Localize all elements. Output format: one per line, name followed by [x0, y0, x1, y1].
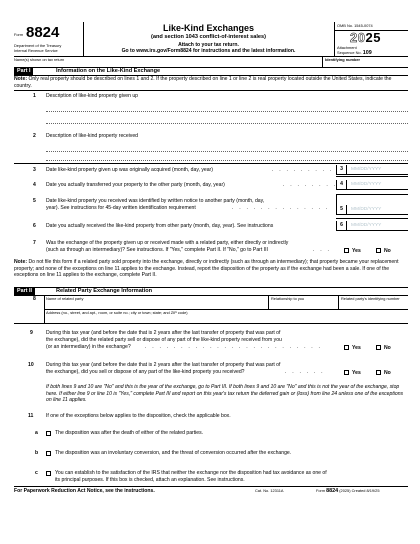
part1-note-bold: Note: — [14, 76, 28, 82]
note-rule — [14, 90, 408, 91]
line6-rule — [336, 230, 408, 231]
footer-form-number: 8824 — [326, 487, 339, 494]
part2-title: Related Party Exchange Information — [56, 288, 153, 294]
department-line2: Internal Revenue Service — [14, 47, 58, 53]
line11a-checkbox[interactable] — [46, 431, 51, 436]
line3-label: Date like-kind property given up was originally acquired (month, day, year) — [46, 167, 213, 173]
identifying-number-label: Identifying number — [325, 56, 361, 62]
line4-rule — [336, 189, 408, 190]
line11c-label-2: its principal purposes. If this box is checked, attach an explanation. See instructions. — [55, 477, 245, 483]
attachment-label: Attachment — [337, 45, 357, 50]
line10-yes-checkbox[interactable] — [344, 370, 349, 375]
line11-label: If one of the exceptions below applies to the disposition, check the applicable box. — [46, 413, 231, 419]
address-label: Address (no., street, and apt., room, or suite no.; city or town; state; and ZIP code) — [46, 310, 188, 315]
line4-number: 4 — [33, 182, 36, 188]
line9-yes-label: Yes — [352, 344, 361, 351]
line1-number: 1 — [33, 93, 36, 99]
line4-top-rule — [336, 176, 408, 177]
line5-date-input[interactable]: MM/DD/YYYY — [346, 205, 398, 214]
line3-box-number: 3 — [336, 165, 346, 174]
line3-number: 3 — [33, 167, 36, 173]
line5-number: 5 — [33, 198, 36, 204]
address-field[interactable] — [46, 316, 406, 322]
line6-label: Date you actually received the like-kind property from other party (month, day, year). See instructions — [46, 223, 274, 229]
line2-label: Description of like-kind property received — [46, 133, 139, 139]
part2-label: Part II — [14, 288, 35, 295]
line10-no-checkbox[interactable] — [376, 370, 381, 375]
line3-date-input[interactable]: MM/DD/YYYY — [346, 165, 398, 174]
part1-title: Information on the Like-Kind Exchange — [56, 68, 161, 74]
line10-label-1: During this tax year (and before the date that is 2 years after the last transfer of property that was part of — [46, 362, 281, 368]
part1-note2-bold: Note: — [14, 259, 28, 265]
line4-box-number: 4 — [336, 180, 346, 189]
line7-label-2: (such as through an intermediary)? See instructions. If "Yes," complete Part II. If "No," go to Part III — [46, 247, 268, 253]
tax-year: 2025 — [350, 30, 381, 45]
idnum-divider — [338, 295, 339, 309]
line5-shade-border — [336, 194, 337, 205]
part1-note — [14, 76, 408, 89]
omb-number: OMB No. 1545-0074 — [337, 23, 373, 28]
line7-yes-label: Yes — [352, 247, 361, 254]
goto-instruction: Go to www.irs.gov/Form8824 for instructions and the latest information. — [121, 48, 296, 54]
line7-number: 7 — [33, 240, 36, 246]
related-idnum-field[interactable] — [340, 302, 408, 308]
line10-yes-label: Yes — [352, 369, 361, 376]
line3-rule — [336, 174, 408, 175]
line5-leader: . . . . . . . . . . . . . . — [232, 205, 330, 211]
line8-number: 8 — [33, 296, 36, 302]
line6-date-input[interactable]: MM/DD/YYYY — [346, 221, 398, 230]
relationship-divider — [268, 295, 269, 309]
sequence-number: 109 — [362, 49, 372, 56]
names-label: Name(s) shown on tax return — [14, 56, 65, 62]
line11c-checkbox[interactable] — [46, 471, 51, 476]
form-label: Form — [14, 32, 24, 37]
part1-note2-text: Do not file this form if a related party sold property into the exchange, directly or indirectly (such as through an intermediary); that property became your replacement property; and none of the exceptions on line 11 applies to the exchange. Instead, report the disposition of the property as if the exchange had been a sale. If one of the exceptions on line 11 applies to the exchange, complete Part II. — [14, 259, 399, 279]
line5-label-1: Date like-kind property you received was identified by written notice to another party (month, day, — [46, 198, 265, 204]
footer-form-tail: (2025) Created 8/19/25 — [339, 487, 380, 493]
id-divider — [322, 56, 323, 67]
line9-number: 9 — [30, 330, 33, 336]
line7-leader: . . . — [313, 247, 332, 253]
line7-label-1: Was the exchange of the property given up or received made with a related party, either directly or indirectly — [46, 240, 289, 246]
form-title: Like-Kind Exchanges — [162, 23, 255, 33]
line11b-checkbox[interactable] — [46, 451, 51, 456]
related-idnum-label: Related party's identifying number — [341, 296, 400, 301]
line11c-letter: c — [35, 470, 38, 476]
attach-instruction: Attach to your tax return. — [178, 41, 239, 48]
line10-label-2: the exchange), did you sell or dispose of any part of the like-kind property you received? — [46, 369, 245, 375]
line8-bottom-rule — [14, 323, 408, 324]
relationship-label: Relationship to you — [271, 296, 305, 301]
line1-field[interactable] — [46, 111, 408, 112]
line9-yes-checkbox[interactable] — [344, 345, 349, 350]
relationship-field[interactable] — [270, 302, 336, 308]
line9-label-1: During this tax year (and before the date that is 2 years after the last transfer of property that was part of — [46, 330, 281, 336]
line5-rule — [336, 214, 408, 215]
department-line1: Department of the Treasury — [14, 43, 62, 48]
footer-form-label: Form — [316, 487, 326, 493]
line5-top-rule — [336, 194, 408, 195]
form-subtitle: (and section 1043 conflict-of-interest sales) — [150, 34, 266, 40]
line2-field[interactable] — [46, 151, 408, 152]
line6-box-number: 6 — [336, 221, 346, 230]
line4-label: Date you actually transferred your property to the other party (month, day, year) — [46, 182, 225, 188]
line7-no-checkbox[interactable] — [376, 248, 381, 253]
line9-leader: . . . . . . . . . . . . . . . . . . . . . . . . . — [145, 344, 323, 350]
catalog-number: Cat. No. 12311A — [255, 487, 284, 493]
part2-instructions: If both lines 9 and 10 are "No" and this is the year of the exchange, go to Part III. If both lines 9 and 10 are "No" and this is not the year of the exchange, stop here. If either line 9 or line 10 is "Yes," complete Part III and report on this year's tax return the deferred gain or (loss) from line 24 unless one of the exceptions on line 11 applies. — [46, 384, 404, 404]
line4-date-input[interactable]: MM/DD/YYYY — [346, 180, 398, 189]
sequence-line — [337, 51, 372, 56]
related-name-field[interactable] — [46, 302, 266, 308]
line11a-label: The disposition was after the death of either of the related parties. — [55, 430, 204, 436]
line4-leader: . . . . . . . . — [283, 182, 338, 188]
line9-label-2: the exchange), did the related party sell or dispose of any part of the like-kind property received from you — [46, 337, 282, 343]
line5-label-2: year). See instructions for 45-day written identification requirement — [46, 205, 196, 211]
line7-yes-checkbox[interactable] — [344, 248, 349, 253]
line6-top-rule — [336, 218, 408, 219]
sequence-label: Sequence No. — [337, 49, 362, 55]
part1-label: Part I — [14, 68, 33, 75]
related-name-label: Name of related party — [46, 296, 84, 301]
line2-bottom-rule — [14, 163, 408, 164]
line9-no-checkbox[interactable] — [376, 345, 381, 350]
footer-form-id — [316, 489, 380, 494]
line10-no-label: No — [384, 369, 391, 376]
line11b-letter: b — [35, 450, 39, 456]
line1-label: Description of like-kind property given up — [46, 93, 139, 99]
line2-number: 2 — [33, 133, 36, 139]
line3-leader: . . . . . . . . . — [272, 167, 334, 173]
line6-number: 6 — [33, 223, 36, 229]
line2-field-2[interactable] — [46, 160, 408, 161]
line11b-label: The disposition was an involuntary conversion, and the threat of conversion occurred after the exchange. — [55, 450, 292, 456]
line11-number: 11 — [28, 413, 34, 419]
line9-no-label: No — [384, 344, 391, 351]
header-divider-right — [334, 22, 335, 56]
line11c-label-1: You can establish to the satisfaction of the IRS that neither the exchange nor the disposition had tax avoidance as one of — [55, 470, 327, 476]
line11a-letter: a — [35, 430, 38, 436]
part1-note2 — [14, 259, 408, 279]
part1-note-text: Only real property should be described on lines 1 and 2. If the property described on line 1 or line 2 is real property located outside the United States, indicate the country. — [14, 76, 392, 89]
paperwork-notice: For Paperwork Reduction Act Notice, see the instructions. — [14, 487, 155, 494]
line1-field-2[interactable] — [46, 123, 408, 124]
line10-leader: . . . . . . — [285, 369, 325, 375]
form-number: 8824 — [26, 24, 60, 41]
line7-no-label: No — [384, 247, 391, 254]
line10-number: 10 — [28, 362, 34, 368]
line5-box-number: 5 — [336, 205, 346, 214]
line9-label-3: (or an intermediary) in the exchange? — [46, 344, 131, 350]
